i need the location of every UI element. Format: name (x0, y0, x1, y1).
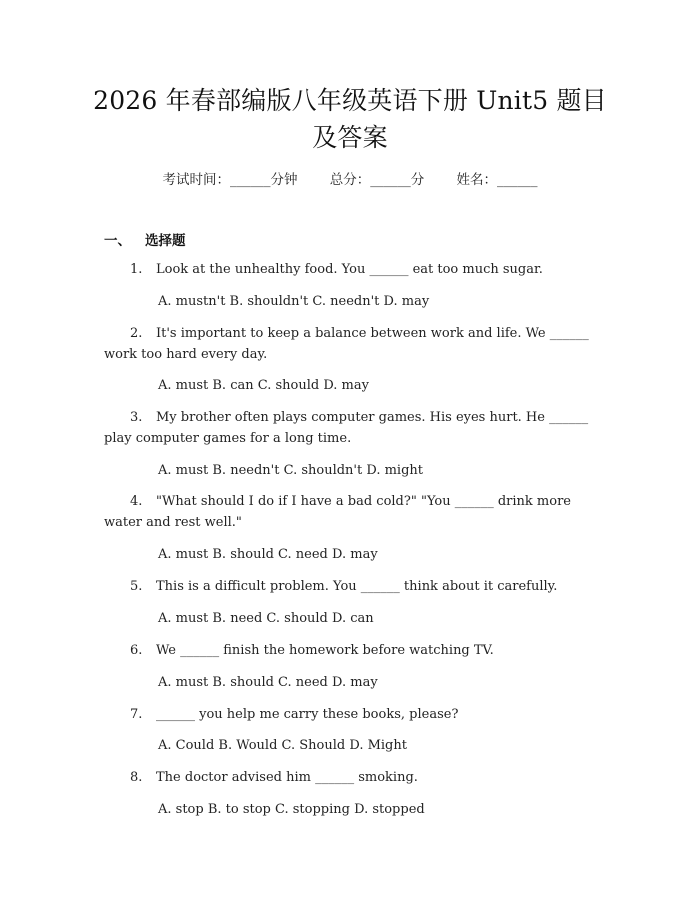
question-text: "What should I do if I have a bad cold?" "You ______ drink more water and rest well." (104, 494, 571, 530)
title-line-1: 2026 年春部编版八年级英语下册 Unit5 题目 (93, 86, 607, 115)
question-7-options: A. Could B. Would C. Should D. Might (158, 738, 407, 753)
section-number: 一、 (104, 233, 131, 249)
question-1-options: A. mustn't B. shouldn't C. needn't D. may (158, 294, 430, 309)
question-7 (104, 704, 604, 725)
question-text: We ______ finish the homework before watching TV. (156, 643, 494, 658)
exam-time-label: 考试时间：______分钟 (162, 172, 298, 188)
question-5 (104, 576, 604, 597)
question-text: ______ you help me carry these books, please? (156, 707, 459, 722)
name-label: 姓名：______ (456, 172, 538, 188)
question-text: The doctor advised him ______ smoking. (156, 770, 418, 785)
question-number: 2. (130, 326, 143, 341)
question-number: 8. (130, 770, 143, 785)
question-8-options: A. stop B. to stop C. stopping D. stopped (158, 802, 425, 817)
question-text: It's important to keep a balance between work and life. We ______ work too hard every day. (104, 326, 589, 362)
document-title (90, 82, 610, 156)
question-text: My brother often plays computer games. His eyes hurt. He ______ play computer games for a long time. (104, 410, 589, 446)
question-3-options: A. must B. needn't C. shouldn't D. might (158, 463, 423, 478)
total-score-label: 总分：______分 (329, 172, 425, 188)
question-number: 3. (130, 410, 143, 425)
question-1 (104, 259, 604, 280)
question-5-options: A. must B. need C. should D. can (158, 611, 374, 626)
question-4-options: A. must B. should C. need D. may (158, 547, 378, 562)
question-4 (104, 491, 604, 533)
question-6 (104, 640, 604, 661)
section-heading (104, 229, 186, 249)
question-number: 7. (130, 707, 143, 722)
question-number: 4. (130, 494, 143, 509)
question-number: 1. (130, 262, 143, 277)
title-line-2: 及答案 (312, 123, 388, 152)
section-title: 选择题 (145, 233, 186, 249)
question-8 (104, 767, 604, 788)
question-2-options: A. must B. can C. should D. may (158, 378, 369, 393)
question-number: 5. (130, 579, 143, 594)
question-text: This is a difficult problem. You ______ think about it carefully. (156, 579, 558, 594)
question-3 (104, 407, 604, 449)
exam-info (0, 168, 700, 188)
question-6-options: A. must B. should C. need D. may (158, 675, 378, 690)
question-2 (104, 323, 604, 365)
question-number: 6. (130, 643, 143, 658)
question-text: Look at the unhealthy food. You ______ eat too much sugar. (156, 262, 543, 277)
